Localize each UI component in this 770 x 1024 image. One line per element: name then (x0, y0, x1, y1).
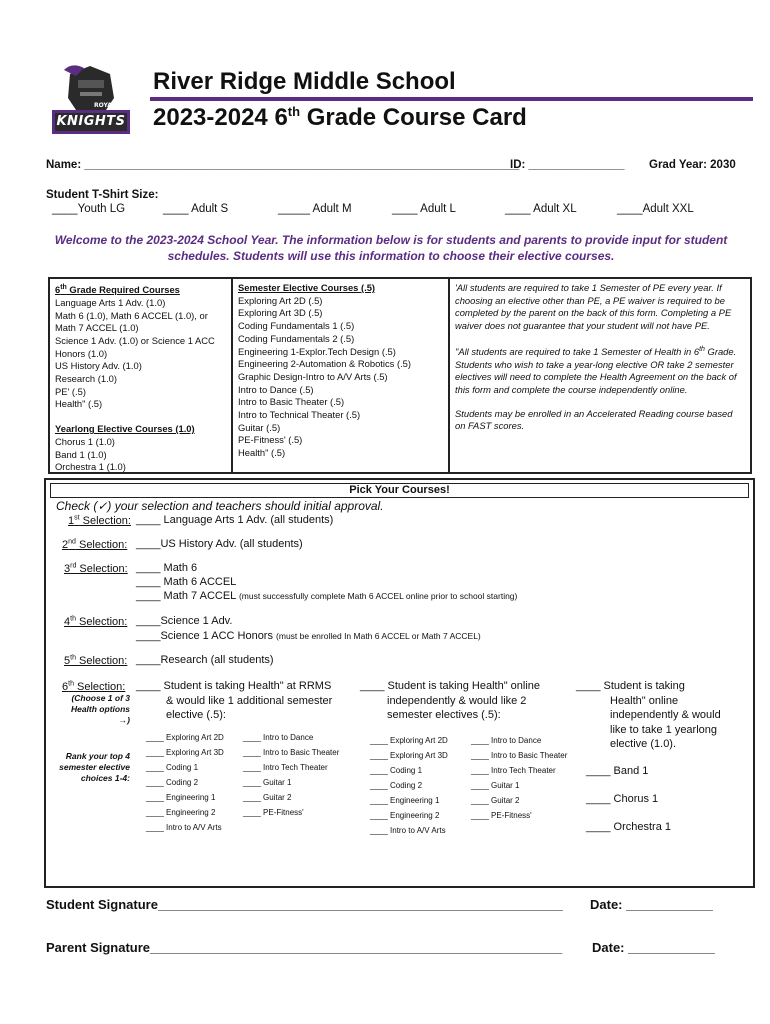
option-a-elective[interactable]: ____ Intro Tech Theater (243, 763, 328, 772)
page-title (153, 104, 527, 132)
size-youth-lg[interactable]: ____Youth LG (52, 203, 126, 215)
check-instruction: Check (✓) your selection and teachers should initial approval. (56, 499, 384, 513)
option-a-elective[interactable]: ____ PE-Fitness' (243, 808, 304, 817)
required-item: Math 6 (1.0), Math 6 ACCEL (1.0), or Math 7 ACCEL (1.0) (55, 309, 208, 334)
semester-item: Intro to Basic Theater (.5) (238, 396, 345, 408)
chorus-option[interactable]: ____ Chorus 1 (586, 793, 659, 805)
required-courses-column (50, 279, 233, 472)
course-info-box (48, 277, 752, 474)
size-adult-l[interactable]: ____ Adult L (392, 203, 456, 215)
semester-item: Coding Fundamentals 1 (.5) (238, 320, 355, 332)
size-adult-xl[interactable]: ____ Adult XL (505, 203, 577, 215)
math-6-option[interactable]: ____ Math 6 (136, 562, 198, 574)
welcome-message: Welcome to the 2023-2024 School Year. The information below is for students and parents to provide input for student schedules. Students will use this information to choose their elective courses. (54, 233, 728, 263)
selection-5-option[interactable]: ____Research (all students) (136, 654, 274, 666)
required-item: Research (1.0) (55, 373, 118, 385)
selection-2-option[interactable]: ____US History Adv. (all students) (136, 538, 303, 550)
option-b-elective[interactable]: ____ Intro Tech Theater (471, 766, 556, 775)
semester-item: Health" (.5) (238, 447, 286, 459)
rank-electives-note: Rank your top 4 semester elective choices 1-4: (59, 751, 130, 783)
required-item: PE' (.5) (55, 385, 86, 397)
semester-item: Engineering 2-Automation & Robotics (.5) (238, 358, 412, 370)
title-sup: th (287, 104, 301, 119)
required-heading: 6th Grade Required Courses (55, 284, 180, 296)
health-rrms-option[interactable]: ____ Student is taking Health" at RRMS & would like 1 additional semester elective (.5): (136, 680, 333, 721)
option-a-elective[interactable]: ____ Engineering 2 (146, 808, 216, 817)
selection-2-label: 2nd Selection: (62, 538, 128, 551)
option-b-elective[interactable]: ____ Engineering 2 (370, 811, 440, 820)
required-item: Science 1 Adv. (1.0) or Science 1 ACC Honors (1.0) (55, 334, 215, 359)
option-b-elective[interactable]: ____ Intro to A/V Arts (370, 826, 446, 835)
option-a-elective[interactable]: ____ Coding 1 (146, 763, 199, 772)
semester-electives-column (233, 279, 450, 472)
option-b-elective[interactable]: ____ Exploring Art 2D (370, 736, 448, 745)
tshirt-label: Student T-Shirt Size: (46, 189, 159, 201)
id-field[interactable]: ID: _______________ (510, 159, 625, 171)
selection-1-option[interactable]: ____ Language Arts 1 Adv. (all students) (136, 514, 334, 526)
semester-item: Engineering 1-Explor.Tech Design (.5) (238, 345, 396, 357)
size-adult-m[interactable]: _____ Adult M (278, 203, 352, 215)
header-divider (150, 97, 753, 101)
pick-courses-title: Pick Your Courses! (50, 483, 749, 498)
reading-note: Students may be enrolled in an Accelerated Reading course based on FAST scores. (455, 407, 733, 432)
science-adv-option[interactable]: ____Science 1 Adv. (136, 615, 233, 627)
notes-column (450, 279, 750, 472)
parent-signature-line[interactable]: Parent Signature_________________________________________________________ (46, 940, 563, 955)
option-b-elective[interactable]: ____ Coding 1 (370, 766, 423, 775)
required-item: Health" (.5) (55, 398, 103, 410)
size-adult-xxl[interactable]: ____Adult XXL (617, 203, 694, 215)
math-6-accel-option[interactable]: ____ Math 6 ACCEL (136, 576, 237, 588)
semester-item: Intro to Dance (.5) (238, 383, 314, 395)
math-7-accel-option[interactable]: ____ Math 7 ACCEL (must successfully complete Math 6 ACCEL online prior to school starting) (136, 590, 518, 602)
health-online-semester-option[interactable]: ____ Student is taking Health" online independently & would like 2 semester electives (.5): (360, 680, 541, 721)
option-b-elective[interactable]: ____ PE-Fitness' (471, 811, 532, 820)
grad-year: Grad Year: 2030 (649, 159, 736, 171)
option-a-elective[interactable]: ____ Guitar 2 (243, 793, 292, 802)
required-item: Language Arts 1 Adv. (1.0) (55, 296, 166, 308)
semester-heading: Semester Elective Courses (.5) (238, 282, 376, 293)
logo-small-text: ROYAL (94, 102, 116, 109)
size-adult-s[interactable]: ____ Adult S (163, 203, 229, 215)
option-b-elective[interactable]: ____ Intro to Basic Theater (471, 751, 568, 760)
option-b-elective[interactable]: ____ Engineering 1 (370, 796, 440, 805)
option-b-elective[interactable]: ____ Coding 2 (370, 781, 423, 790)
logo-text: KNIGHTS (56, 114, 126, 129)
selection-5-label: 5th Selection: (64, 654, 128, 667)
option-b-elective[interactable]: ____ Exploring Art 3D (370, 751, 448, 760)
yearlong-item: Orchestra 1 (1.0) (55, 461, 126, 472)
choose-health-note: (Choose 1 of 3 Health options →) (70, 693, 130, 725)
band-option[interactable]: ____ Band 1 (586, 765, 649, 777)
semester-item: Guitar (.5) (238, 421, 281, 433)
student-date-line[interactable]: Date: ____________ (590, 897, 713, 912)
orchestra-option[interactable]: ____ Orchestra 1 (586, 821, 671, 833)
option-a-elective[interactable]: ____ Intro to A/V Arts (146, 823, 222, 832)
yearlong-heading: Yearlong Elective Courses (1.0) (55, 423, 195, 435)
school-logo (50, 64, 132, 138)
semester-item: PE-Fitness' (.5) (238, 434, 303, 446)
option-a-elective[interactable]: ____ Engineering 1 (146, 793, 216, 802)
student-signature-line[interactable]: Student Signature________________________________________________________ (46, 897, 563, 912)
selection-6-label: 6th Selection: (62, 680, 126, 693)
selection-3-label: 3rd Selection: (64, 562, 128, 575)
health-note: "All students are required to take 1 Semester of Health in 6th Grade. Students who wish to take a year-long elective OR take 2 semester electives will need to complete the Health Agreement on the back of this form and complete the course independently online. (455, 345, 737, 396)
health-online-yearlong-option[interactable]: ____ Student is taking Health" online independently & would like to take 1 yearlong elective (1.0). (576, 680, 721, 750)
option-a-elective[interactable]: ____ Intro to Basic Theater (243, 748, 340, 757)
yearlong-item: Chorus 1 (1.0) (55, 435, 115, 447)
option-a-elective[interactable]: ____ Guitar 1 (243, 778, 292, 787)
title-rest: Grade Course Card (300, 104, 527, 131)
required-item: US History Adv. (1.0) (55, 360, 142, 372)
semester-item: Exploring Art 2D (.5) (238, 294, 323, 306)
selection-4-label: 4th Selection: (64, 615, 128, 628)
option-b-elective[interactable]: ____ Guitar 2 (471, 796, 520, 805)
semester-item: Intro to Technical Theater (.5) (238, 409, 361, 421)
name-field[interactable]: Name: ____________________________________________________________________ (46, 159, 520, 171)
selection-1-label: 1st Selection: (68, 514, 131, 527)
option-a-elective[interactable]: ____ Intro to Dance (243, 733, 314, 742)
science-acc-option[interactable]: ____Science 1 ACC Honors (must be enrolled In Math 6 ACCEL or Math 7 ACCEL) (136, 630, 481, 642)
semester-item: Exploring Art 3D (.5) (238, 307, 323, 319)
semester-item: Graphic Design-Intro to A/V Arts (.5) (238, 370, 388, 382)
option-b-elective[interactable]: ____ Intro to Dance (471, 736, 542, 745)
title-year: 2023-2024 6 (153, 104, 288, 131)
school-name: River Ridge Middle School (153, 68, 456, 95)
parent-date-line[interactable]: Date: ____________ (592, 940, 715, 955)
pe-note: 'All students are required to take 1 Semester of PE every year. If choosing an elective other than PE, a PE waiver is required to be completed by the parent on the back of this form. Completing a PE waiver does not guarantee that your student will not have PE. (455, 282, 732, 332)
option-a-elective[interactable]: ____ Exploring Art 2D (146, 733, 224, 742)
option-b-elective[interactable]: ____ Guitar 1 (471, 781, 520, 790)
yearlong-item: Band 1 (1.0) (55, 448, 107, 460)
option-a-elective[interactable]: ____ Exploring Art 3D (146, 748, 224, 757)
option-a-elective[interactable]: ____ Coding 2 (146, 778, 199, 787)
semester-item: Coding Fundamentals 2 (.5) (238, 332, 355, 344)
